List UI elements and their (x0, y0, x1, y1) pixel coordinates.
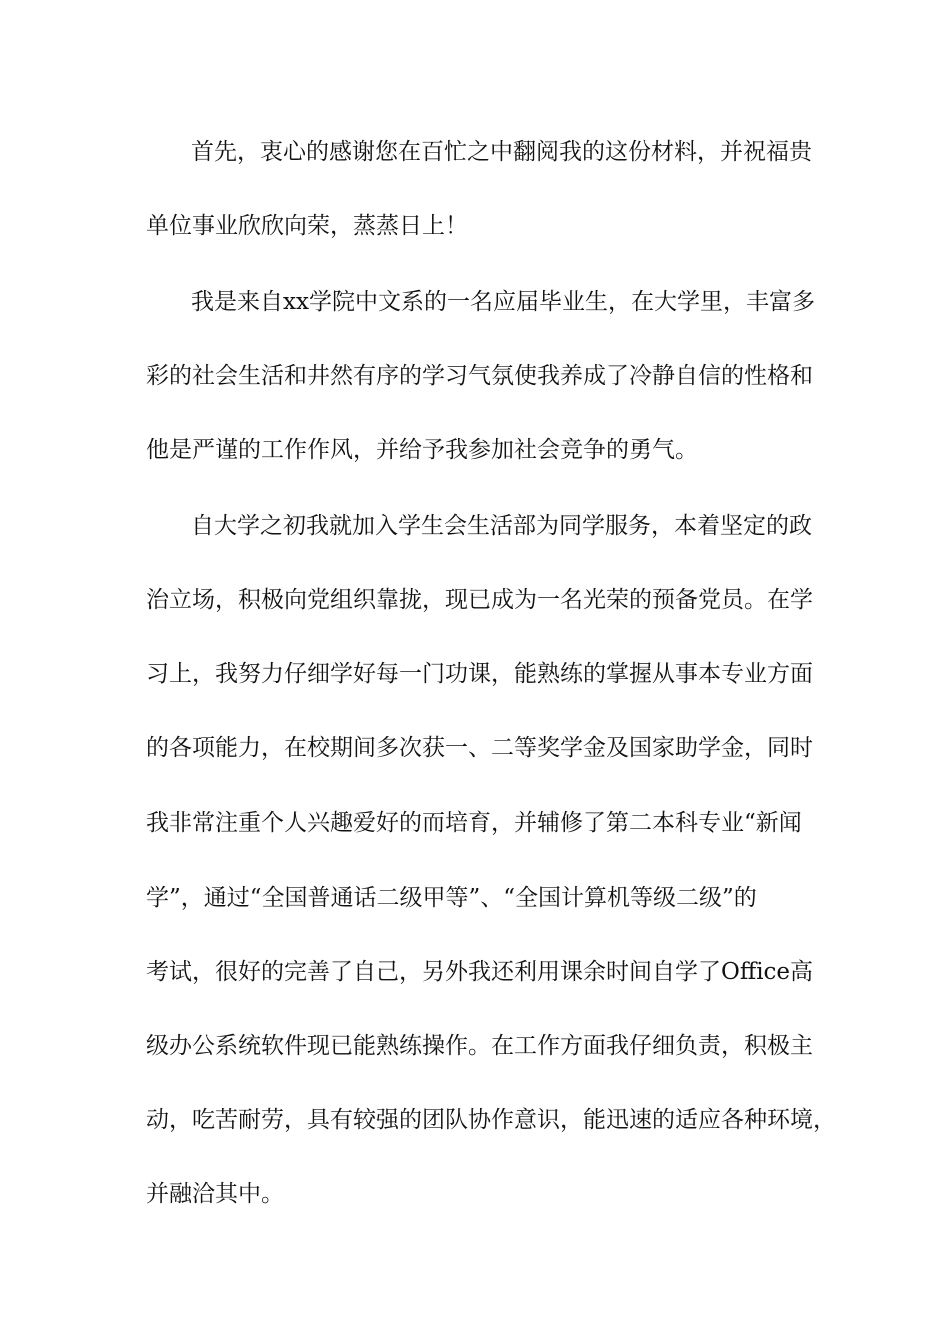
paragraph-3-line-4: 的各项能力，在校期间多次获一、二等奖学金及国家助学金，同时 (146, 735, 813, 761)
paragraph-3-line-10: 并融洽其中。 (146, 1181, 284, 1207)
paragraph-3-line-2: 治立场，积极向党组织靠拢，现已成为一名光荣的预备党员。在学 (146, 587, 813, 613)
paragraph-1-line-1: 首先，衷心的感谢您在百忙之中翻阅我的这份材料，并祝福贵 (191, 139, 812, 165)
paragraph-2-line-3: 他是严谨的工作作风，并给予我参加社会竞争的勇气。 (146, 437, 698, 463)
paragraph-2-line-2: 彩的社会生活和井然有序的学习气氛使我养成了冷静自信的性格和 (146, 363, 813, 389)
paragraph-3-line-3: 习上，我努力仔细学好每一门功课，能熟练的掌握从事本专业方面 (146, 661, 813, 687)
paragraph-2-line-1: 我是来自xx学院中文系的一名应届毕业生，在大学里，丰富多 (191, 289, 815, 315)
paragraph-1-line-2: 单位事业欣欣向荣，蒸蒸日上！ (146, 213, 468, 239)
paragraph-3-line-6: 学”，通过“全国普通话二级甲等”、“全国计算机等级二级”的 (146, 885, 757, 911)
paragraph-3-line-5: 我非常注重个人兴趣爱好的而培育，并辅修了第二本科专业“新闻 (146, 810, 802, 836)
paragraph-3-line-9: 动，吃苦耐劳，具有较强的团队协作意识，能迅速的适应各种环境， (146, 1107, 836, 1133)
paragraph-3-line-7: 考试，很好的完善了自己，另外我还利用课余时间自学了Office高 (146, 959, 814, 985)
paragraph-3-line-1: 自大学之初我就加入学生会生活部为同学服务，本着坚定的政 (191, 513, 812, 539)
paragraph-3-line-8: 级办公系统软件现已能熟练操作。在工作方面我仔细负责，积极主 (146, 1033, 813, 1059)
